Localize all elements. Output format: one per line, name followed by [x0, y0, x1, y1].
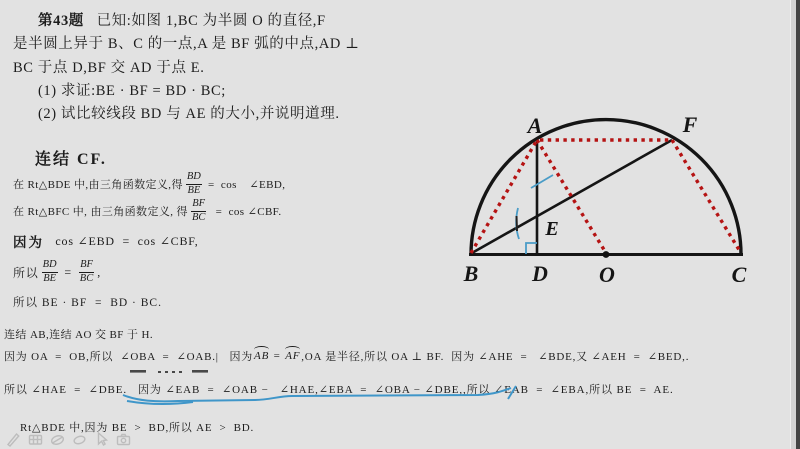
text-segment: ,: [97, 264, 102, 279]
solution-line: [13, 233, 199, 249]
text-segment: ,OA 是半径,所以 OA ⊥ BF. 因为 ∠AHE = ∠BDE,又 ∠AEH = ∠BED,.: [301, 351, 690, 363]
solution-line: [13, 294, 162, 310]
fraction: $\frac{BD}{BE}$: [42, 259, 57, 284]
blue-tick-ae: [531, 175, 553, 188]
text-segment: Rt△BDE 中,因为 BE > BD,所以 AE > BD.: [20, 422, 255, 434]
arc-over-text: AF: [284, 350, 301, 362]
solution-line: [4, 382, 674, 396]
tablet-icon[interactable]: [26, 430, 45, 447]
label-d: D: [532, 261, 548, 286]
text-segment: 所以 BE · BF = BD · BC.: [13, 297, 162, 309]
dot-mark: [158, 371, 161, 373]
text-segment: 在 Rt△BFC 中, 由三角函数定义, 得: [13, 206, 188, 218]
problem-item-2: (2) 试比较线段 BD 与 AE 的大小,并说明道理.: [38, 106, 340, 122]
label-a: A: [527, 113, 543, 138]
problem-line-2: 是半圆上异于 B、C 的一点,A 是 BF 弧的中点,AD ⊥: [13, 36, 360, 52]
solution-line: [4, 349, 689, 363]
label-c: C: [731, 262, 747, 287]
problem-line-3: BC 于点 D,BF 交 AD 于点 E.: [13, 60, 205, 76]
arc-over-text: AB: [253, 350, 270, 362]
text-segment: 所以 ∠HAE = ∠DBE. 因为 ∠EAB = ∠OAB − ∠HAE,∠EBA = ∠OBA − ∠DBE,,所以 ∠EAB = ∠EBA,所以 BE = AE.: [4, 384, 674, 396]
cursor-icon[interactable]: [92, 430, 111, 447]
blue-right-angle-mark: [526, 243, 537, 254]
dotted-segment-fc: [672, 140, 741, 253]
text-segment: 连结 AB,连结 AO 交 BF 于 H.: [4, 329, 153, 341]
blue-underline-double: [127, 401, 193, 404]
label-o: O: [599, 262, 615, 287]
text-segment: 所以: [13, 265, 39, 280]
text-segment: 因为 OA = OB,所以 ∠OBA = ∠OAB.| 因为: [4, 351, 254, 363]
text-segment: = cos ∠CBF.: [209, 205, 282, 218]
text-segment: =: [60, 264, 76, 279]
black-tick-be: [517, 216, 518, 231]
solution-line: [13, 198, 281, 224]
text-segment: = cos ∠EBD,: [204, 178, 286, 191]
camera-icon[interactable]: [114, 430, 133, 447]
solution-line: [13, 171, 285, 197]
fraction: $\frac{BD}{BE}$: [186, 171, 201, 196]
pen-icon[interactable]: [4, 430, 23, 447]
fraction: $\frac{BF}{BC}$: [79, 259, 94, 284]
geometry-diagram: [440, 95, 800, 295]
dash-mark: [192, 370, 208, 373]
problem-line-1: [38, 9, 326, 30]
problem-number: 第43题: [38, 13, 84, 29]
solution-connect-cf: 连结 CF.: [35, 151, 107, 168]
dot-mark: [172, 371, 175, 373]
text-segment: =: [270, 350, 285, 362]
label-e: E: [545, 218, 559, 240]
solution-line: [13, 258, 101, 286]
dot-mark: [165, 371, 168, 373]
text-segment: 因为: [13, 235, 44, 250]
segment-bf: [471, 140, 672, 254]
fraction: $\frac{BF}{BC}$: [191, 198, 206, 223]
drawing-toolbar: [4, 430, 133, 447]
label-b: B: [463, 261, 479, 286]
dash-mark: [130, 370, 146, 373]
problem-item-1: (1) 求证:BE · BF = BD · BC;: [38, 83, 226, 99]
eraser-icon[interactable]: [48, 430, 67, 447]
text-segment: cos ∠EBD = cos ∠CBF,: [44, 233, 199, 248]
text-segment: 在 Rt△BDE 中,由三角函数定义,得: [13, 179, 183, 191]
solution-line: [4, 327, 153, 341]
oval-icon[interactable]: [70, 430, 89, 447]
center-point-o: [603, 251, 610, 258]
problem-line-1-text: 已知:如图 1,BC 为半圆 O 的直径,F: [83, 13, 326, 29]
scrollbar-edge[interactable]: [796, 0, 800, 449]
label-f: F: [682, 112, 698, 137]
dot-mark: [179, 371, 182, 373]
